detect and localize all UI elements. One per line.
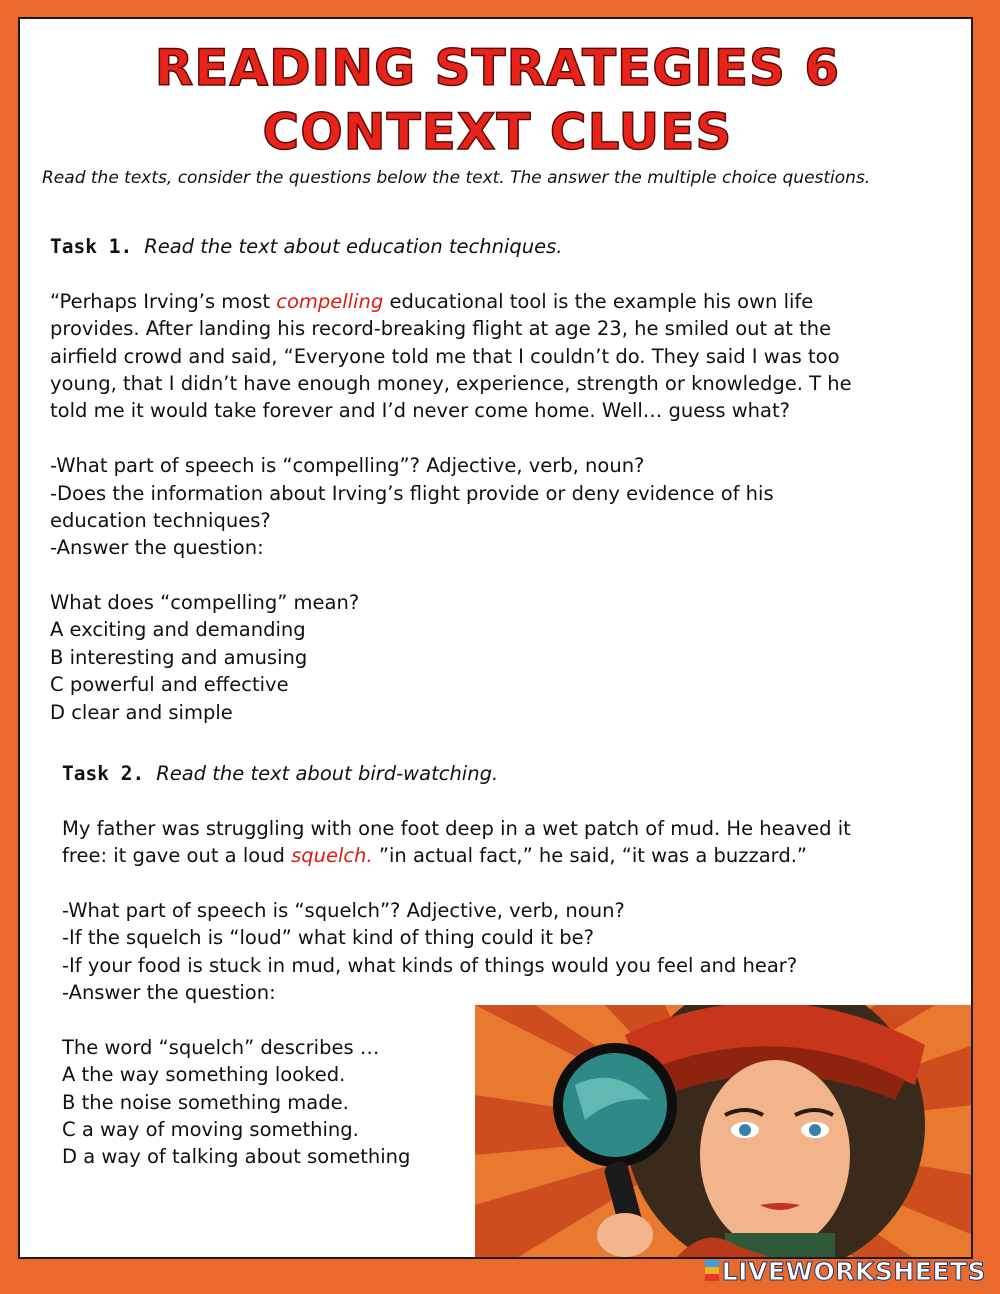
worksheet-page bbox=[18, 17, 973, 1259]
task-1-question: -Answer the question: bbox=[50, 536, 264, 560]
task-2-question: -Answer the question: bbox=[62, 981, 276, 1005]
passage-text: free: it gave out a loud bbox=[62, 844, 292, 868]
task-1-passage-line: told me it would take forever and I’d never come home. Well… guess what? bbox=[50, 399, 790, 423]
task-1-mc-question: What does “compelling” mean? bbox=[50, 591, 360, 615]
task-1-option-d[interactable]: D clear and simple bbox=[50, 700, 233, 724]
task-1-label: Task 1. bbox=[50, 235, 133, 258]
passage-text: “Perhaps Irving’s most bbox=[50, 289, 277, 313]
task-2-passage-line bbox=[62, 842, 962, 869]
title-line-1: READING STRATEGIES 6 bbox=[154, 39, 841, 97]
task-2-question: -What part of speech is “squelch”? Adjective, verb, noun? bbox=[62, 898, 625, 922]
keyword-squelch: squelch. bbox=[291, 844, 373, 868]
task-2-option-b[interactable]: B the noise something made. bbox=[62, 1090, 349, 1114]
task-2-heading bbox=[62, 760, 962, 787]
task-1-passage-line: young, that I didn’t have enough money, experience, strength or knowledge. T he bbox=[50, 371, 852, 395]
task-2-mc-question: The word “squelch” describes … bbox=[62, 1035, 380, 1059]
task-2-option-a[interactable]: A the way something looked. bbox=[62, 1063, 346, 1087]
keyword-compelling: compelling bbox=[276, 289, 384, 313]
task-1-question: education techniques? bbox=[50, 508, 271, 532]
passage-text: educational tool is the example his own life bbox=[383, 289, 814, 313]
detective-illustration bbox=[475, 1005, 973, 1259]
task-1-option-b[interactable]: B interesting and amusing bbox=[50, 645, 308, 669]
task-1-option-a[interactable]: A exciting and demanding bbox=[50, 618, 306, 642]
task-2-label: Task 2. bbox=[62, 762, 145, 785]
task-1-passage-line: provides. After landing his record-breaking flight at age 23, he smiled out at the bbox=[50, 317, 832, 341]
task-1-option-c[interactable]: C powerful and effective bbox=[50, 673, 289, 697]
task-2-option-d[interactable]: D a way of talking about something bbox=[62, 1145, 411, 1169]
task-2-question: -If your food is stuck in mud, what kinds of things would you feel and hear? bbox=[62, 953, 798, 977]
task-2-passage-line: My father was struggling with one foot deep in a wet patch of mud. He heaved it bbox=[62, 816, 851, 840]
task-1-question: -Does the information about Irving’s flight provide or deny evidence of his bbox=[50, 481, 774, 505]
task-1-question: -What part of speech is “compelling”? Adjective, verb, noun? bbox=[50, 454, 645, 478]
task-2-intro: Read the text about bird-watching. bbox=[156, 762, 499, 785]
task-2-question: -If the squelch is “loud” what kind of thing could it be? bbox=[62, 926, 594, 950]
liveworksheets-watermark bbox=[705, 1257, 986, 1286]
task-1-heading bbox=[50, 233, 960, 260]
task-1 bbox=[50, 233, 960, 726]
watermark-text: LIVEWORKSHEETS bbox=[721, 1257, 986, 1286]
passage-text: ”in actual fact,” he said, “it was a buzzard.” bbox=[372, 844, 808, 868]
task-1-intro: Read the text about education techniques. bbox=[144, 235, 563, 258]
instructions: Read the texts, consider the questions below the text. The answer the multiple choice questions. bbox=[42, 168, 871, 188]
task-2-option-c[interactable]: C a way of moving something. bbox=[62, 1118, 359, 1142]
liveworksheets-logo-icon bbox=[705, 1260, 719, 1282]
task-1-passage-line: airfield crowd and said, “Everyone told me that I couldn’t do. They said I was too bbox=[50, 344, 840, 368]
task-1-passage-line bbox=[50, 288, 960, 315]
title-line-2: CONTEXT CLUES bbox=[262, 103, 733, 161]
